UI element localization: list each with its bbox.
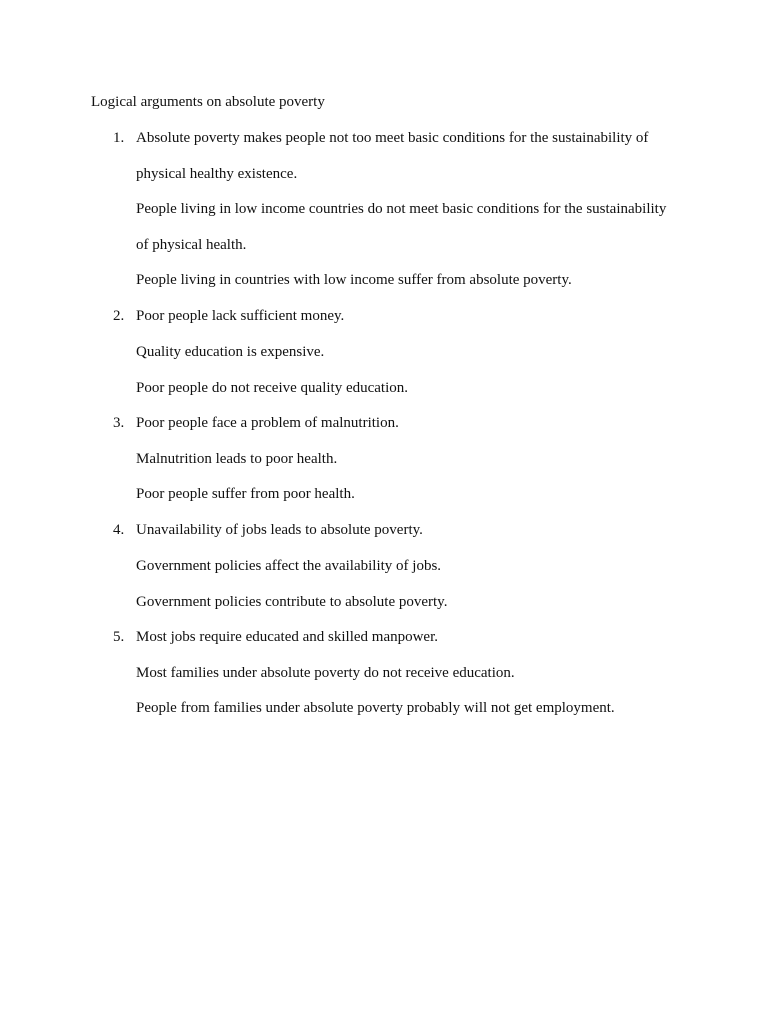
argument-number: 3. [113,415,125,431]
argument-line: People living in low income countries do not meet basic conditions for the sustainability [136,201,667,217]
argument-line: Most jobs require educated and skilled manpower. [136,629,439,645]
argument-line: physical healthy existence. [136,166,298,182]
argument-line: Most families under absolute poverty do not receive education. [136,665,515,681]
argument-number: 4. [113,522,125,538]
argument-line: Unavailability of jobs leads to absolute poverty. [136,522,423,538]
argument-line: People from families under absolute poverty probably will not get employment. [136,700,615,716]
argument-line: Poor people face a problem of malnutrition. [136,415,399,431]
argument-number: 1. [113,130,125,146]
argument-line: Malnutrition leads to poor health. [136,451,338,467]
argument-line: Poor people suffer from poor health. [136,486,355,502]
argument-line: Government policies contribute to absolute poverty. [136,594,448,610]
argument-number: 2. [113,308,125,324]
argument-line: People living in countries with low income suffer from absolute poverty. [136,272,572,288]
argument-line: Poor people do not receive quality education. [136,380,408,396]
argument-line: Poor people lack sufficient money. [136,308,345,324]
argument-line: Quality education is expensive. [136,344,325,360]
argument-line: Government policies affect the availability of jobs. [136,558,442,574]
argument-line: Absolute poverty makes people not too meet basic conditions for the sustainability of [136,130,649,146]
argument-line: of physical health. [136,237,247,253]
argument-number: 5. [113,629,125,645]
document-title: Logical arguments on absolute poverty [91,94,325,110]
